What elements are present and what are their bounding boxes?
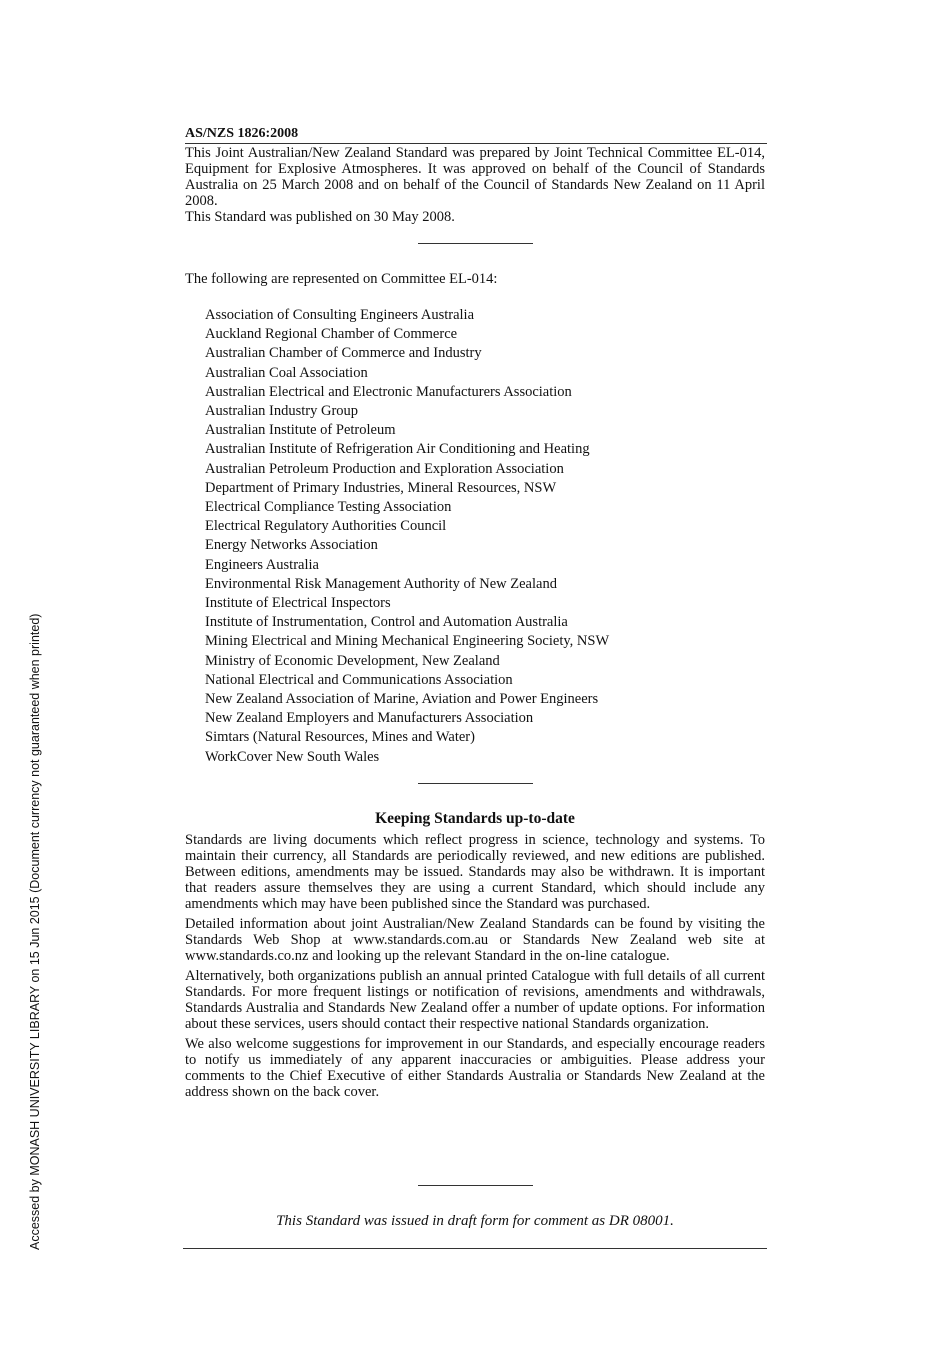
list-item: New Zealand Association of Marine, Aviation and Power Engineers — [205, 691, 599, 708]
list-item: Australian Electrical and Electronic Manufacturers Association — [205, 383, 572, 400]
list-item: Auckland Regional Chamber of Commerce — [205, 326, 458, 343]
list-item: Engineers Australia — [205, 556, 319, 573]
list-item: Electrical Regulatory Authorities Council — [205, 518, 447, 535]
list-item: Environmental Risk Management Authority of New Zealand — [205, 575, 557, 592]
list-item: New Zealand Employers and Manufacturers Association — [205, 710, 534, 727]
body-paragraph: We also welcome suggestions for improvement in our Standards, and especially encourage readers to notify us immediately of any apparent inaccuracies or ambiguities. Please address your comments to the Chief Executive of either Standards Australia or Standards New Zealand at the address shown on the back cover. — [185, 1036, 765, 1100]
committee-intro: The following are represented on Committee EL-014: — [185, 271, 498, 287]
footer-rule — [183, 1248, 767, 1249]
header-rule — [185, 143, 767, 144]
list-item: Electrical Compliance Testing Association — [205, 499, 452, 516]
list-item: Australian Chamber of Commerce and Industry — [205, 345, 482, 362]
draft-note: This Standard was issued in draft form for comment as DR 08001. — [276, 1213, 674, 1229]
list-item: Australian Petroleum Production and Exploration Association — [205, 460, 564, 477]
list-item: Energy Networks Association — [205, 537, 378, 554]
body-paragraph: Standards are living documents which reflect progress in science, technology and systems. To maintain their currency, all Standards are periodically reviewed, and new editions are published. Between editions, amendments may be issued. Standards may also be withdrawn. It is important that readers assure themselves they are using a current Standard, which should include any amendments which may have been published since the Standard was purchased. — [185, 832, 765, 912]
list-item: WorkCover New South Wales — [205, 748, 380, 765]
list-item: Association of Consulting Engineers Australia — [205, 307, 475, 323]
publication-date: This Standard was published on 30 May 2008. — [185, 209, 455, 225]
section-divider — [418, 783, 533, 784]
access-watermark: Accessed by MONASH UNIVERSITY LIBRARY on 15 Jun 2015 (Document currency not guaranteed when printed) — [28, 613, 42, 1250]
committee-member-list — [205, 306, 609, 767]
section-divider — [418, 243, 533, 244]
list-item: Institute of Electrical Inspectors — [205, 595, 391, 612]
list-item: National Electrical and Communications Association — [205, 671, 513, 688]
list-item: Australian Industry Group — [205, 403, 359, 420]
list-item: Mining Electrical and Mining Mechanical Engineering Society, NSW — [205, 633, 610, 650]
list-item: Australian Institute of Refrigeration Air Conditioning and Heating — [205, 441, 590, 458]
section-divider — [418, 1185, 533, 1186]
list-item: Simtars (Natural Resources, Mines and Water) — [205, 729, 475, 746]
body-paragraph: Alternatively, both organizations publish an annual printed Catalogue with full details of all current Standards. For more frequent listings or notification of revisions, amendments and withdrawals, Standards Australia and Standards New Zealand offer a number of update options. For information about these services, users should contact their respective national Standards organization. — [185, 968, 765, 1032]
preparation-statement — [185, 145, 765, 225]
preparation-paragraph: This Joint Australian/New Zealand Standard was prepared by Joint Technical Committee EL-014, Equipment for Explosive Atmospheres. It was approved on behalf of the Council of Standards Australia on 25 March 2008 and on behalf of the Council of Standards New Zealand on 11 April 2008. — [185, 145, 765, 209]
list-item: Ministry of Economic Development, New Zealand — [205, 652, 500, 669]
standard-number: AS/NZS 1826:2008 — [185, 126, 299, 141]
list-item: Institute of Instrumentation, Control and Automation Australia — [205, 614, 568, 631]
section-heading: Keeping Standards up-to-date — [375, 810, 575, 827]
body-paragraph: Detailed information about joint Australian/New Zealand Standards can be found by visiting the Standards Web Shop at www.standards.com.au or Standards New Zealand web site at www.standards.co.nz and looking up the relevant Standard in the on-line catalogue. — [185, 916, 765, 964]
keeping-up-to-date-body — [185, 832, 765, 1104]
list-item: Australian Institute of Petroleum — [205, 422, 396, 439]
list-item: Australian Coal Association — [205, 364, 368, 381]
list-item: Department of Primary Industries, Mineral Resources, NSW — [205, 479, 557, 496]
